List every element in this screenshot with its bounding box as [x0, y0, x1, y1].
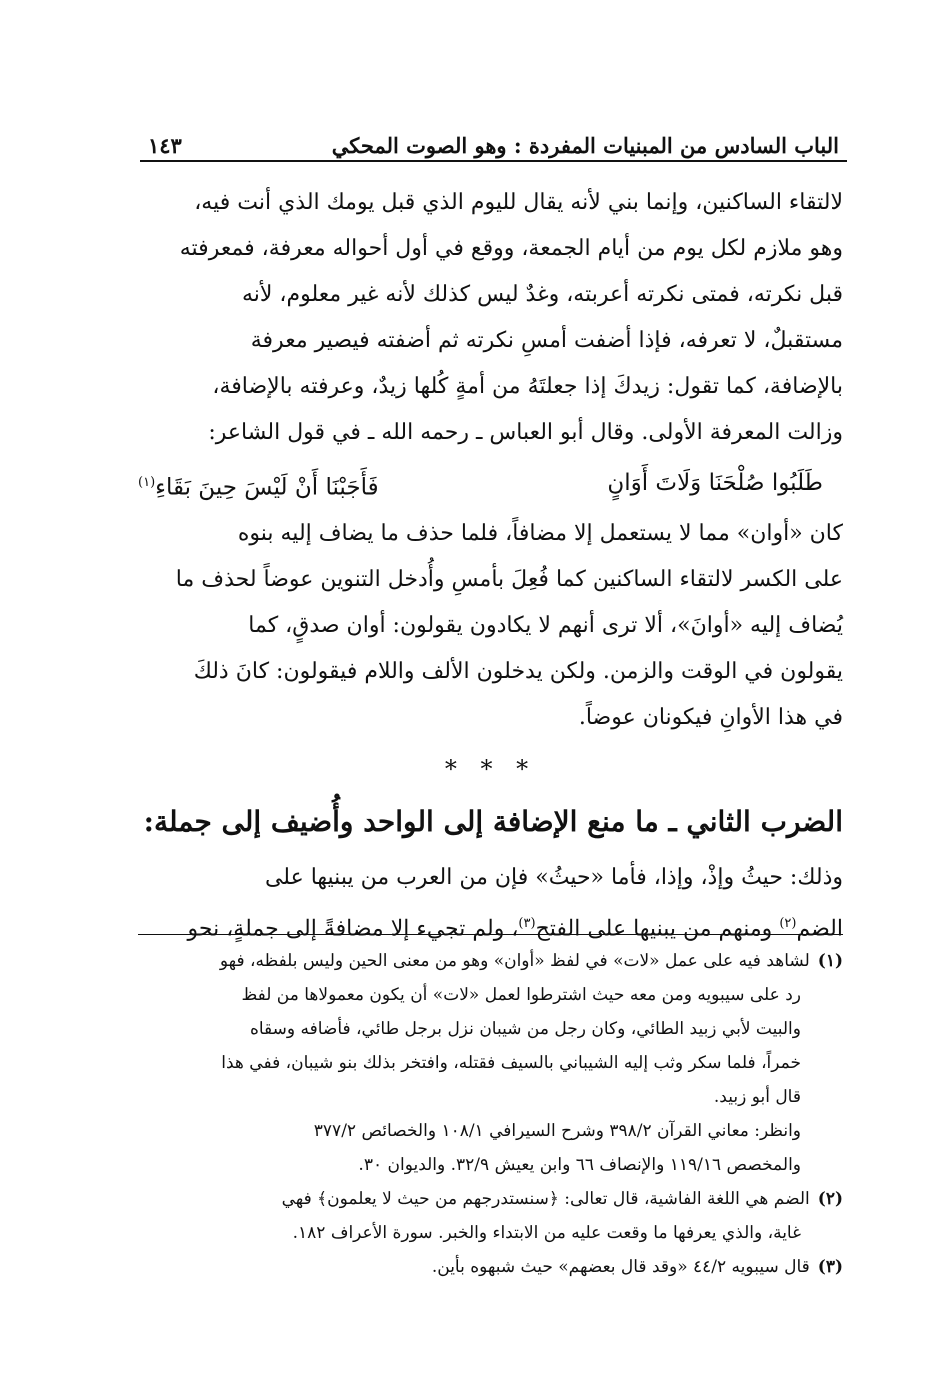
footnote-number: (١) [817, 951, 843, 971]
verse-second-text: فَأَجَبْنَا أَنْ لَيْسَ حِينَ بَقَاءِ [155, 474, 379, 501]
text-segment: الضم [796, 915, 843, 941]
footnote-2 [128, 1182, 843, 1216]
footnote-divider [138, 934, 843, 935]
text-segment: ومنهم من يبنيها على الفتح [535, 915, 780, 941]
footnote-line: قال أبو زبيد. [713, 1087, 801, 1107]
text-line: بالإضافة، كما تقول: زيدكَ إذا جعلتَهُ من أمةٍ كُلها زيدٌ، وعرفته بالإضافة، [212, 374, 843, 399]
text-segment: ، ولم تجيء إلا مضافةً إلى جملةٍ، نحو [187, 915, 519, 941]
running-header [148, 118, 839, 158]
footnote-line: والبيت لأبي زبيد الطائي، وكان رجل من شيبان نزل برجل طائي، فأضافه وسقاه [249, 1019, 801, 1039]
poetry-verse [138, 460, 843, 511]
footnotes [128, 944, 843, 1284]
text-line: يقولون في الوقت والزمن. ولكن يدخلون الألف واللام فيقولون: كانَ ذلكَ [193, 658, 843, 684]
section-separator: * * * [444, 754, 537, 783]
footnote-ref[interactable]: (٢) [779, 915, 797, 931]
section-heading: الضرب الثاني ـ ما منع الإضافة إلى الواحد وأُضيف إلى جملة: [143, 804, 843, 838]
footnote-line: الضم هي اللغة الفاشية، قال تعالى: ﴿سنستدرجهم من حيث لا يعلمون﴾ فهي [281, 1189, 810, 1209]
footnote-number: (٢) [817, 1189, 843, 1209]
footnote-1 [128, 944, 843, 978]
text-line: قبل نكرته، فمتى نكرته أعربته، وغدٌ ليس كذلك لأنه غير معلوم، لأنه [241, 282, 843, 307]
footnote-line: غاية، والذي يعرفها ما وقعت عليه من الابتداء والخبر. سورة الأعراف ١٨٢. [292, 1223, 801, 1243]
footnote-line: لشاهد فيه على عمل «لات» في لفظ «أوان» وهو من معنى الحين وليس بلفظه، فهو [219, 951, 810, 971]
footnote-line: وانظر: معاني القرآن ٣٩٨/٢ وشرح السيرافي ١٠٨/١ والخصائص ٣٧٧/٢ [313, 1121, 801, 1141]
footnote-ref[interactable]: (٣) [518, 915, 536, 931]
text-line: يُضاف إليه «أوانَ»، ألا ترى أنهم لا يكادون يقولون: أوان صدقٍ، كما [248, 612, 843, 638]
text-line: كان «أوان» مما لا يستعمل إلا مضافاً، فلما حذف ما يضاف إليه بنوه [237, 520, 843, 546]
text-line: مستقبلٌ، لا تعرفه، فإذا أضفت أمسِ نكرته ثم أضفته فيصير معرفة [250, 328, 843, 353]
text-line: وزالت المعرفة الأولى. وقال أبو العباس ـ رحمه الله ـ في قول الشاعر: [208, 420, 843, 445]
footnote-number: (٣) [817, 1257, 843, 1277]
text-line: على الكسر لالتقاء الساكنين كما فُعِلَ بأمسِ وأُدخل التنوين عوضاً لحذف ما [175, 566, 843, 592]
footnote-ref[interactable]: (١) [138, 475, 156, 490]
text-line: لالتقاء الساكنين، وإنما بني لأنه يقال لليوم الذي قبل يومك الذي أنت فيه، [194, 190, 843, 215]
verse-first-hemistich: طَلَبُوا صُلْحَنَا وَلَاتَ أَوَانٍ [607, 470, 823, 496]
verse-second-hemistich [138, 460, 379, 511]
header-title: الباب السادس من المبنيات المفردة : وهو الصوت المحكي [331, 133, 839, 158]
footnote-3 [128, 1250, 843, 1284]
footnote-line: قال سيبويه ٤٤/٢ «وقد قال بعضهم» حيث شبهوه بأين. [431, 1257, 810, 1277]
page-number: ١٤٣ [148, 133, 182, 158]
text-line: وهو ملازم لكل يوم من أيام الجمعة، ووقع في أول أحواله معرفة، فمعرفته [179, 236, 843, 261]
header-divider [140, 160, 847, 162]
footnote-line: خمراً، فلما سكر وثب إليه الشيباني بالسيف فقتله، وافتخر بذلك بنو شيبان، ففي هذا [221, 1053, 801, 1073]
footnote-line: رد على سيبويه ومن معه حيث اشترطوا لعمل «لات» أن يكون معمولاها من لفظ [241, 985, 801, 1005]
main-text [138, 180, 843, 952]
footnote-line: والمخصص ١١٩/١٦ والإنصاف ٦٦ وابن يعيش ٣٢/٩. والديوان ٣٠. [358, 1155, 801, 1175]
text-line: وذلك: حيثُ وإذْ، وإذا، فأما «حيثُ» فإن من العرب من يبنيها على [264, 864, 843, 890]
text-line: في هذا الأوانِ فيكونان عوضاً. [578, 704, 843, 730]
